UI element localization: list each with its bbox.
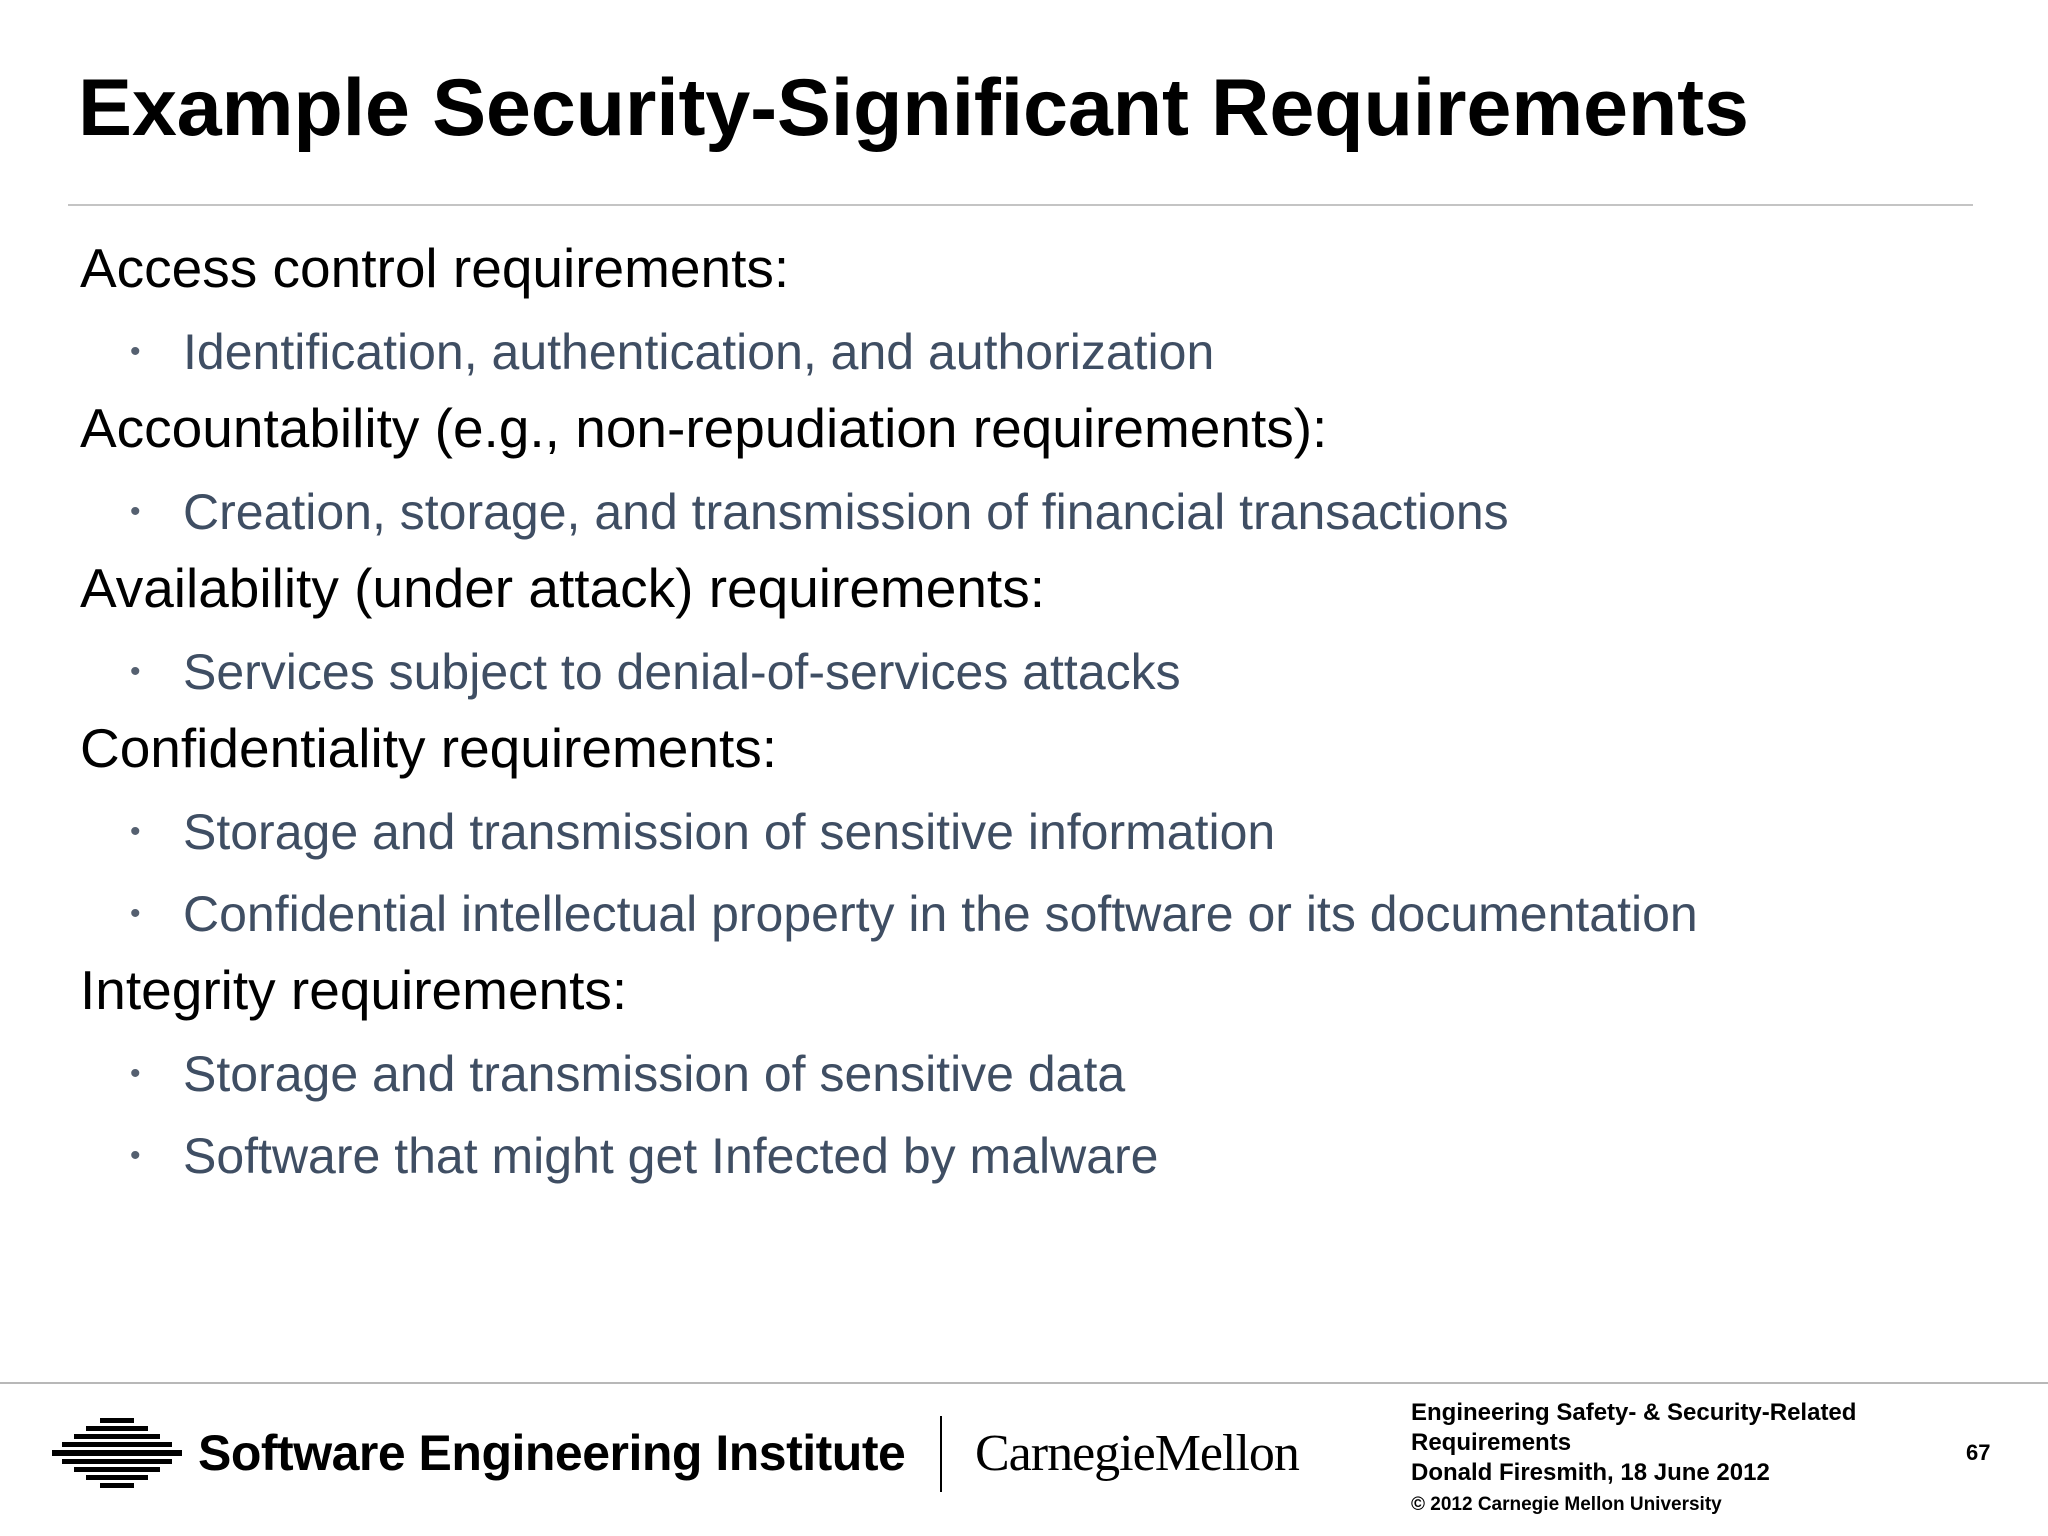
bullet-dot-icon: • [130, 815, 141, 848]
bullet-dot-icon: • [130, 335, 141, 368]
bullet-item [80, 798, 1960, 866]
bullet-dot-icon: • [130, 897, 141, 930]
bullet-item [80, 638, 1960, 706]
bullet-text: Services subject to denial-of-services attacks [183, 644, 1181, 700]
bullet-text: Storage and transmission of sensitive data [183, 1046, 1126, 1102]
author-date: Donald Firesmith, 18 June 2012 [1411, 1459, 1770, 1486]
presentation-info [1411, 1398, 1856, 1488]
bullet-item [80, 1040, 1960, 1108]
bullet-dot-icon: • [130, 655, 141, 688]
bullet-item [80, 880, 1960, 948]
section-confidentiality [80, 712, 1960, 948]
bullet-text: Creation, storage, and transmission of financial transactions [183, 484, 1509, 540]
bullet-list [80, 478, 1960, 546]
copyright-notice: © 2012 Carnegie Mellon University [1411, 1494, 1722, 1515]
bullet-item [80, 1122, 1960, 1190]
presentation-title-line1: Engineering Safety- & Security-Related [1411, 1399, 1857, 1426]
slide-title: Example Security-Significant Requirements [78, 63, 1749, 153]
bullet-list [80, 318, 1960, 386]
bullet-list [80, 798, 1960, 948]
bullet-text: Storage and transmission of sensitive information [183, 804, 1276, 860]
section-availability [80, 552, 1960, 706]
footer-divider [0, 1382, 2048, 1384]
section-integrity [80, 954, 1960, 1190]
bullet-dot-icon: • [130, 1139, 141, 1172]
section-heading: Integrity requirements: [80, 959, 628, 1021]
title-divider [68, 204, 1973, 206]
bullet-dot-icon: • [130, 495, 141, 528]
page-number: 67 [1966, 1440, 1991, 1465]
bullet-item [80, 478, 1960, 546]
presentation-title-line2: Requirements [1411, 1429, 1572, 1456]
institute-name: Software Engineering Institute [198, 1425, 906, 1481]
section-accountability [80, 392, 1960, 546]
section-heading: Accountability (e.g., non-repudiation requirements): [80, 397, 1328, 459]
bullet-text: Software that might get Infected by malware [183, 1128, 1159, 1184]
section-access-control [80, 232, 1960, 386]
bullet-list [80, 1040, 1960, 1190]
bullet-text: Identification, authentication, and authorization [183, 324, 1215, 380]
section-heading: Confidentiality requirements: [80, 717, 778, 779]
bullet-item [80, 318, 1960, 386]
sei-striped-logo-icon [52, 1416, 182, 1492]
bullet-dot-icon: • [130, 1057, 141, 1090]
logo-divider [940, 1416, 942, 1492]
bullet-list [80, 638, 1960, 706]
section-heading: Access control requirements: [80, 237, 790, 299]
section-heading: Availability (under attack) requirements: [80, 557, 1045, 619]
bullet-text: Confidential intellectual property in the software or its documentation [183, 886, 1698, 942]
university-name: CarnegieMellon [975, 1425, 1299, 1482]
slide-content [80, 232, 1960, 1196]
